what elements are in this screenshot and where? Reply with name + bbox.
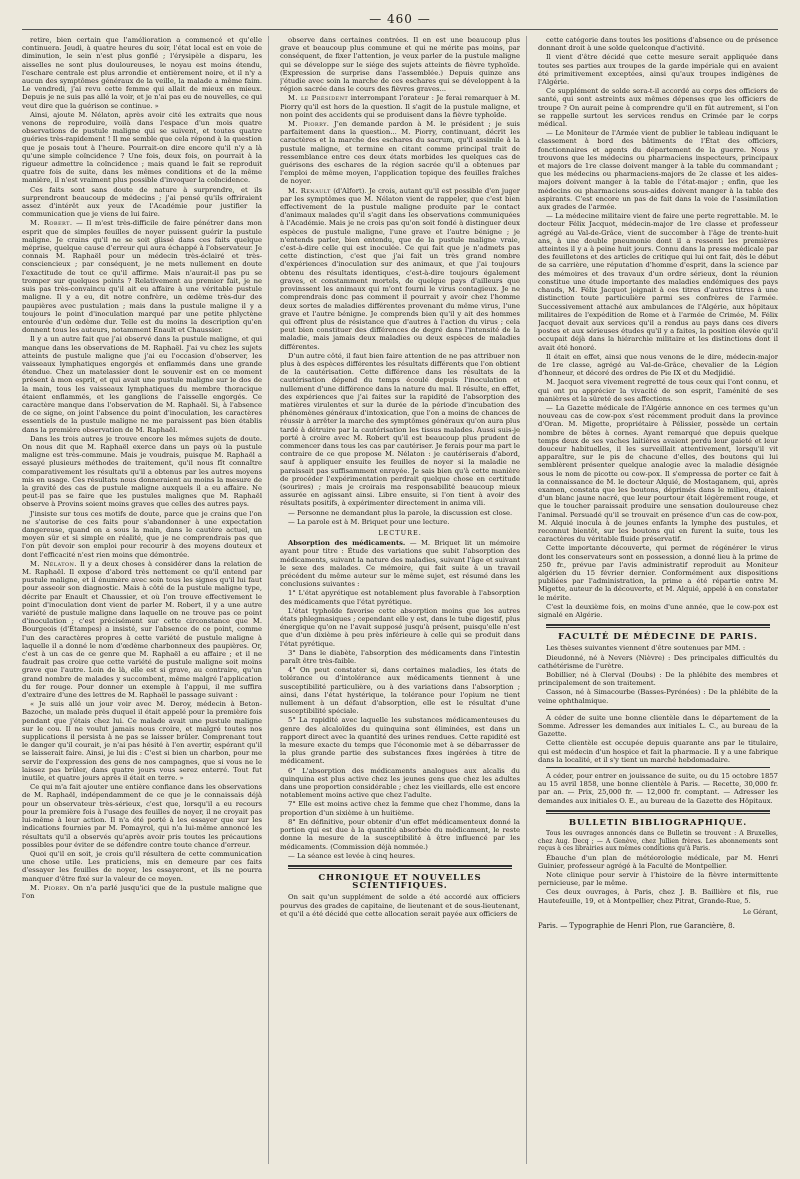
- paragraph: On sait qu'un supplément de solde a été accordé aux officiers pourvus des grades de capitaine, de lieutenant et de sous-lieutenant, et qu'il a été décidé que cette allocation serait payée aux officiers de: [280, 893, 520, 918]
- speaker: M. le Président: [288, 94, 349, 103]
- paragraph: — La parole est à M. Briquet pour une lecture.: [288, 517, 450, 526]
- paragraph: Il vient d'être décidé que cette mesure serait appliquée dans toutes ses parties aux troupes de la garde impériale qui en avaient été primitivement exceptées, ainsi qu'aux troupes indigènes de l'Algérie.: [538, 53, 778, 87]
- thesis-entry: Bobillier, né à Clerval (Doubs) : De la phlébite des membres et principalement de son traitement.: [538, 671, 778, 688]
- paragraph: Cette importante découverte, qui permet de régénérer le virus dont les conservateurs sont en possession, a donné lieu à la prime de 250 fr., prévue par l'avis administratif reproduit au Moniteur algérien du 15 février dernier. Conformément aux dispositions publiées par l'administration, la prime a été répartie entre M. Migette, auteur de la découverte, et M. Alquié, appelé à en constater le mérite.: [538, 544, 778, 602]
- bulletin-entry: Ces deux ouvrages, à Paris, chez J. B. Baillière et fils, rue Hautefeuille, 19, et à Montpellier, chez Pitrat, Grande-Rue, 5.: [538, 888, 778, 905]
- divider: [288, 865, 512, 867]
- paragraph: — Le Moniteur de l'Armée vient de publier le tableau indiquant le classement à bord des bâtiments de l'État des officiers, fonctionnaires et agents du département de la guerre. Nous y trouvons que les médecins ou pharmaciens inspecteurs, principaux et majors de 1re classe doivent manger à la table du commandant ; que les médecins ou pharmaciens-majors de 2e classe et les aides-majors doivent manger à la table de l'état-major ; enfin, que les médecins ou pharmaciens sous-aides doivent manger à la table des aspirants. C'est encore un pas de fait dans la voie de l'assimilation aux grades de l'armée.: [538, 129, 778, 212]
- paragraph: cette catégorie dans toutes les positions d'absence ou de présence donnant droit à une solde quelconque d'activité.: [538, 36, 778, 53]
- announcement: A céder, pour entrer en jouissance de suite, ou du 15 octobre 1857 au 15 avril 1858, une bonne clientèle à Paris. — Recette, 30,000 fr. par an. — Prix, 25,000 fr. — 12,000 fr. comptant. — Adresser les demandes aux initiales O. E., au bureau de la Gazette des Hôpitaux.: [538, 772, 778, 805]
- columns: [22, 36, 778, 1164]
- paragraph: Ainsi, ajoute M. Nélaton, après avoir cité les extraits que nous venons de reproduire, voilà dans l'espace d'un mois quatre observations de pustule maligne qui se suivent, et toutes quatre guéries très-rapidement ! Il me semble que cela répond à la question que je posais tout à l'heure. Pourrait-on dire encore qu'il n'y a là qu'une simple coïncidence ? Une fois, deux fois, on pourrait à la rigueur admettre la coïncidence ; mais quand le fait se reproduit quatre fois de suite, dans les mêmes conditions et de la même manière, il n'est vraiment plus possible d'invoquer la coïncidence.: [22, 110, 262, 185]
- speech-text: — Il m'est très-difficile de faire pénétrer dans mon esprit que de simples feuilles de noyer puissent guérir la pustule maligne. Je crains qu'il ne se soit glissé dans ces faits quelque méprise, quelque cause d'erreur qui aura échappé à l'observateur. Je connais M. Raphaël pour un médecin très-éclairé et très-consciencieux ; par conséquent, je ne mets nullement en doute l'exactitude de tout ce qu'il affirme. Mais n'aurait-il pas pu se tromper sur quelques points ? Relativement au premier fait, je ne suis pas très-convaincu qu'il ait eu affaire à une véritable pustule maligne. Il y a eu, dit notre confrère, un œdème très-dur des paupières avec pustulation ; mais dans la pustule maligne il y a toujours le point d'inoculation marqué par une petite phlyctène entourée d'un œdème dur. Telle est du moins la description qu'en donnent tous les auteurs, notamment Enault et Chaussier.: [22, 219, 262, 335]
- paragraph: — La séance est levée à cinq heures.: [288, 851, 416, 860]
- paragraph: Il était en effet, ainsi que nous venons de le dire, médecin-major de 1re classe, agrégé au Val-de-Grâce, chevalier de la Légion d'honneur, et décoré des ordres de Pie IX et du Medjidié.: [538, 352, 778, 378]
- thesis-entry: Dieudonné, né à Nevers (Nièvre) : Des principales difficultés du cathétérisme de l'urètre.: [538, 653, 778, 670]
- column-2: [280, 36, 527, 1164]
- announcement: A céder de suite une bonne clientèle dans le département de la Somme. Adresser les demandes aux initiales L. C., au bureau de la Gazette.: [538, 713, 778, 739]
- paragraph: D'un autre côté, il faut bien faire attention de ne pas attribuer non plus à des espèces différentes les résultats différents que l'on obtient de la cautérisation. Cette différence dans les résultats de la cautérisation dépend du temps écoulé depuis l'inoculation et nullement d'une différence dans la nature du mal. Il résulte, en effet, des expériences que j'ai faites sur la rapidité de l'absorption des matières virulentes et sur la durée de la période d'incubation des phénomènes généraux d'intoxication, que l'on a moins de chances de réussir à arrêter la marche des symptômes généraux qu'on aura plus tardé à détruire par la cautérisation les tissus malades. Aussi suis-je porté à croire avec M. Robert qu'il est beaucoup plus prudent de commencer dans tous les cas par cautériser. Je ferais pour ma part le contraire de ce que propose M. Nélaton : je cautériserais d'abord, sauf à appliquer ensuite les feuilles de noyer si la maladie ne paraissait pas suffisamment enrayée. Je sais bien qu'à cette manière de procéder l'expérimentation perdrait quelque chose en certitude (sourires) ; mais je croirais ma responsabilité beaucoup mieux assurée en agissant ainsi. Libre ensuite, si l'on tient à avoir des résultats positifs, à expérimenter directement in anima vili.: [280, 351, 520, 508]
- section-heading-lecture: LECTURE.: [378, 528, 422, 537]
- speech-text: interrompant l'orateur : Je ferai remarquer à M. Piorry qu'il est hors de la question. Il s'agit de la pustule maligne, et non point des accidents qui se produisent dans la fièvre typhoïde.: [280, 94, 520, 119]
- paragraph: [280, 120, 520, 186]
- paragraph: retire, bien certain que l'amélioration a commencé et qu'elle continuera. Jeudi, à quatre heures du soir, l'état local est en voie de diminution, le sein n'est plus gonflé ; l'érysipèle a disparu, les aisselles ne sont plus douloureuses, le noyau est moins étendu, l'eschare centrale est plus arrondie et entièrement noire, et il n'y a aucun des symptômes généraux de la veille, la malade a même faim. Le vendredi, j'ai revu cette femme qui allait de mieux en mieux. Depuis je ne suis pas allé la voir, et je n'ai pas eu de nouvelles, ce qui veut dire que la guérison se continue. »: [22, 36, 262, 110]
- paragraph: Ce supplément de solde sera-t-il accordé au corps des officiers de santé, qui sont astreints aux mêmes dépenses que les officiers de troupe ? On aurait peine à comprendre qu'il en fût autrement, si l'on se rappelle surtout les services rendus en Crimée par le corps médical.: [538, 87, 778, 129]
- conclusion: 3° Dans le diabète, l'absorption des médicaments dans l'intestin paraît être très-faible.: [280, 648, 520, 666]
- paragraph: Dans les trois autres je trouve encore les mêmes sujets de doute. On nous dit que M. Raphaël exerce dans un pays où la pustule maligne est très-commune. Mais je voudrais, puisque M. Raphaël a essayé plusieurs méthodes de traitement, qu'il nous fît connaître comparativement les résultats qu'il a obtenus par les autres moyens mis en usage. Ces résultats nous donneraient au moins la mesure de la gravité des cas de pustule maligne auxquels il a eu affaire. Ne peut-il pas se faire que les pustules malignes que M. Raphaël observe à Provins soient moins graves que celles des autres pays.: [22, 434, 262, 509]
- divider: [546, 810, 770, 812]
- paragraph: C'est la deuxième fois, en moins d'une année, que le cow-pox est signalé en Algérie.: [538, 602, 778, 620]
- bulletin-entry: Ébauche d'un plan de météorologie médicale, par M. Henri Guinier, professeur agrégé à la Faculté de Montpellier.: [538, 853, 778, 870]
- paragraph: Quoi qu'il en soit, je crois qu'il résultera de cette communication une chose utile. Les praticiens, mis en demeure par ces faits d'essayer les feuilles de noyer, les essayeront, et ils ne pourra manquer d'être fixé sur la valeur de ce moyen.: [22, 849, 262, 883]
- paragraph: [280, 94, 520, 119]
- paragraph: M. Jacquot sera vivement regretté de tous ceux qui l'ont connu, et qui ont pu apprécier la vivacité de son esprit, l'aménité de ses manières et la sûreté de ses affections.: [538, 378, 778, 403]
- conclusion: L'état typhoïde favorise cette absorption moins que les autres états phlegmasiques ; cependant elle y est, dans le tube digestif, plus énergique qu'on ne l'avait supposé jusqu'à présent, puisqu'elle n'est que d'un dixième à peu près inférieure à celle qui se produit dans l'état pyrétique.: [280, 606, 520, 648]
- paragraph: Ce qui m'a fait ajouter une entière confiance dans les observations de M. Raphaël, indépendamment de ce que je le connaissais déjà pour un observateur très-sérieux, c'est que, lorsqu'il a eu recours pour la première fois à l'usage des feuilles de noyer, il ne croyait pas lui-même à leur action. Il n'a été porté à les essayer que sur les indications fournies par M. Pomayrol, qui n'a lui-même annoncé les résultats qu'il a observés qu'après avoir pris toutes les précautions possibles pour éviter de se défendre contre toute chance d'erreur.: [22, 783, 262, 849]
- conclusion: 4° On peut constater si, dans certaines maladies, les états de tolérance ou d'intolérance aux médicaments tiennent à une susceptibilité particulière, ou à des variations dans l'absorption ; ainsi, dans l'état hystérique, la tolérance pour l'opium ne tient nullement à un défaut d'absorption, elle est le résultat d'une susceptibilité spéciale.: [280, 666, 520, 716]
- paragraph: [22, 884, 262, 900]
- paragraph: [280, 187, 520, 351]
- conclusion: 5° La rapidité avec laquelle les substances médicamenteuses du genre des alcaloïdes du quinquina sont éliminées, est dans un rapport direct avec la quantité des urines rendues. Cette rapidité est la mesure exacte du temps que l'économie met à se débarrasser de la plus grande partie des substances fixes ingérées à titre de médicament.: [280, 716, 520, 766]
- speaker: M. Renault: [288, 186, 331, 195]
- speech-text: On n'a parlé jusqu'ici que de la pustule maligne que l'on: [22, 883, 263, 900]
- conclusion: 1° L'état apyrétique est notablement plus favorable à l'absorption des médicaments que l'état pyrétique.: [280, 589, 520, 606]
- paragraph: Ces faits sont sans doute de nature à surprendre, et ils surprendront beaucoup de médecins ; j'ai pensé qu'ils offriraient assez d'intérêt aux yeux de l'Académie pour justifier la communication que je viens de lui faire.: [22, 185, 262, 219]
- divider: [546, 627, 770, 628]
- speaker: M. Nélaton.: [30, 559, 77, 568]
- paragraph: — La Gazette médicale de l'Algérie annonce en ces termes qu'un nouveau cas de cow-pox s'est récemment produit dans la province d'Oran. M. Migette, propriétaire à Pélissier, possède un certain nombre de bêtes à cornes. Ayant remarqué que depuis quelque temps deux de ses vaches laitières avaient perdu leur gaieté et leur douceur habituelles, il les surveillait attentivement, lorsqu'il vit apparaître, sur le pis de chacune d'elles, des boutons qui lui semblèrent présenter quelque analogie avec la maladie désignée sous le nom de picotte ou cow-pox. Il s'empressa de porter ce fait à la connaissance de M. le docteur Alquié, de Mostaganem, qui, après examen, constata que les boutons, déprimés dans le milieu, étaient d'un blanc jaune nacré, que leur pourtour était légèrement rouge, et que le toucher paraissait produire une sensation douloureuse chez l'animal. Persuadé qu'il se trouvait en présence d'un cas de cow-pox, M. Alquié inocula à de jeunes enfants la lymphe des pustules, et reconnut bientôt, sur les boutons qui en furent la suite, tous les caractères du véritable fluide préservatif.: [538, 403, 778, 544]
- divider: [546, 767, 770, 768]
- thesis-entry: Casson, né à Simacourbe (Basses-Pyrénées) : De la phlébite de la veine ophthalmique.: [538, 688, 778, 705]
- lead-in: Absorption des médicaments.: [288, 539, 406, 548]
- divider: [288, 868, 512, 869]
- divider: [546, 709, 770, 710]
- speaker: M. Piorry.: [288, 120, 330, 129]
- section-heading-bulletin: BULLETIN BIBLIOGRAPHIQUE.: [568, 817, 748, 828]
- paragraph: observe dans certaines contrées. Il en est une beaucoup plus grave et beaucoup plus commune et qui ne mérite pas moins, par conséquent, de fixer l'attention, je veux parler de la pustule maligne qui se développe sur le siége des sujets atteints de fièvre typhoïde. (Expression de surprise dans l'assemblée.) Depuis quinze ans j'étudie avec soin la marche de ces eschares qui se développent à la région sacrée dans le cours des fièvres graves...: [280, 36, 520, 94]
- divider: [546, 813, 770, 814]
- page-number: — 460 —: [22, 12, 778, 30]
- speech-text: Il y a deux choses à considérer dans la relation de M. Raphaël. Il expose d'abord très nettement ce qu'il entend par pustule maligne, et il énumère avec soin tous les signes qu'il lui faut pour asseoir son diagnostic. Mais à côté de la pustule maligne type, décrite par Enault et Chaussier, et où l'on trouve effectivement le point d'inoculation dont vient de parler M. Robert, il y a une autre variété de pustule maligne dans laquelle on ne trouve pas ce point d'inoculation ; c'est précisément sur cette circonstance que M. Bourgeois (d'Étampes) a insisté, sur l'absence de ce point, comme l'un des caractères propres à cette variété de pustule maligne à laquelle il a donné le nom d'œdème charbonneux des paupières. Or, c'est à un cas de ce genre que M. Raphaël a eu affaire ; et il ne faudrait pas croire que cette variété de pustule maligne soit moins grave que l'autre. Loin de là, elle est si grave, au contraire, qu'un grand nombre de malades y succombent, même malgré l'application du fer rouge. Pour donner un exemple à l'appui, il me suffira d'extraire d'une des lettres de M. Raphaël le passage suivant :: [22, 559, 263, 700]
- conclusion: 8° En définitive, pour obtenir d'un effet médicamenteux donné la portion qui est due à la quantité absorbée du médicament, le reste donne la mesure de la susceptibilité à être influencé par les médicaments. (Commission déjà nommée.): [280, 817, 520, 851]
- announcement: Cette clientèle est occupée depuis quarante ans par le titulaire, qui est médecin d'un hospice et fait la pharmacie. Il y a une fabrique dans la localité, et il s'y tient un marché hebdomadaire.: [538, 739, 778, 764]
- bulletin-note: Tous les ouvrages annoncés dans ce Bulletin se trouvent : A Bruxelles, chez Aug. Decq ; — A Genève, chez Jullien frères. Les abonnements sont reçus à ces librairies aux mêmes conditions qu'à Paris.: [538, 830, 778, 853]
- speech-text: J'en demande pardon à M. le président ; je suis parfaitement dans la question... M. Piorry, continuant, décrit les caractères et la marche des eschares du sacrum, qu'il assimile à la pustule maligne, et termine en citant comme principal trait de ressemblance entre ces deux états morbides les quelques cas de guérisons des eschares de la région sacrée qu'il a obtenues par l'emploi de même moyen, l'application topique des feuilles fraîches de noyer.: [280, 120, 520, 186]
- paragraph: [280, 539, 520, 588]
- column-3: [538, 36, 778, 1164]
- paragraph: [22, 219, 262, 334]
- paragraph: — Personne ne demandant plus la parole, la discussion est close.: [288, 508, 513, 517]
- paragraph: J'insiste sur tous ces motifs de doute, parce que je crains que l'on ne s'autorise de ces faits pour s'abandonner à une expectation dangereuse, quand on a sous la main, dans le cautère actuel, un moyen sûr et si simple en réalité, que je ne comprendrais pas que l'on pût devoir son emploi pour recourir à des moyens douteux et dont l'efficacité n'est rien moins que démontrée.: [22, 509, 262, 559]
- paragraph: « Je suis allé un jour voir avec M. Deroy, médecin à Beton-Bazoche, un malade près duquel il était appelé pour la première fois pendant que j'étais chez lui. Ce malade avait une pustule maligne sur le cou. Il ne voulut jamais nous croire, et malgré toutes nos supplications il persista à ne pas se laisser brûler. Comprenant tout le danger qu'il courait, je n'ai pas hésité à l'en avertir, espérant qu'il se laisserait faire. Ainsi, je lui dis : C'est si bien un charbon, pour me servir de l'expression des gens de nos campagnes, que si vous ne le laissez pas brûler, dans quatre jours vous serez enterré. Tout fut inutile, et quatre jours après il était en terre. »: [22, 700, 262, 783]
- paragraph: — La médecine militaire vient de faire une perte regrettable. M. le docteur Félix Jacquot, médecin-major de 1re classe et professeur agrégé au Val-de-Grâce, vient de succomber à l'âge de trente-huit ans, à une double pneumonie dont il a ressenti les premières atteintes il y a à peine huit jours. Connu dans la presse médicale par des feuilletons et des articles de critique qui lui ont fait, dès le début de sa carrière, une réputation d'homme d'esprit, dans la science par des mémoires et des travaux d'un ordre sérieux, dont la réunion constitue une étude importante des maladies endémiques des pays chauds, M. Félix Jacquot joignait à ces titres d'autres titres à une distinction toute particulière parmi ses confrères de l'armée. Successivement attaché aux ambulances de l'Algérie, aux hôpitaux militaires de l'expédition de Rome et à l'armée de Crimée, M. Félix Jacquot devait aux services qu'il a rendus au pays dans ces divers postes et aux sérieuses études qu'il y a faites, la position élevée qu'il occupait déjà dans la hiérarchie militaire et les distinctions dont il avait été honoré.: [538, 212, 778, 352]
- section-heading-faculte: FACULTÉ DE MÉDECINE DE PARIS.: [558, 632, 758, 643]
- conclusion: 7° Elle est moins active chez la femme que chez l'homme, dans la proportion d'un sixième à un huitième.: [280, 800, 520, 817]
- lecture-text: — M. Briquet lit un mémoire ayant pour titre : Étude des variations que subit l'absorption des médicaments, suivant la nature des maladies, suivant l'âge et suivant le sexe des malades. Ce mémoire, qui fait suite à un travail précédent du même auteur sur le même sujet, est résumé dans les conclusions suivantes :: [280, 539, 520, 589]
- column-1: [22, 36, 269, 1164]
- paragraph: [22, 560, 262, 699]
- paragraph: Il y a un autre fait que j'ai observé dans la pustule maligne, et qui manque dans les observations de M. Raphaël. J'ai vu chez les sujets atteints de pustule maligne que j'ai eu l'occasion d'observer, les vaisseaux lymphatiques engorgés et enflammés dans une grande étendue. Chez un matelassier dont le souvenir est en ce moment présent à mon esprit, et qui avait une pustule maligne sur le dos de la main, tous les vaisseaux lymphatiques du membre thoracique étaient enflammés, et les ganglions de l'aisselle engorgés. Ce caractère manque dans l'observation de M. Raphaël. Si, à l'absence de ce signe, on joint l'absence du point d'inoculation, les caractères essentiels de la pustule maligne ne me paraissent pas bien établis dans la première observation de M. Raphaël.: [22, 335, 262, 434]
- section-heading-chronique: CHRONIQUE ET NOUVELLES SCIENTIFIQUES.: [318, 872, 482, 892]
- speech-text: (d'Alfort). Je crois, autant qu'il est possible d'en juger par les symptômes que M. Nélaton vient de rappeler, que c'est bien effectivement de la pustule maligne produite par le contact d'animaux malades qu'il s'agit dans les observations communiquées à l'Académie. Mais je ne crois pas qu'on soit fondé à distinguer deux espèces de pustule maligne, l'une grave et l'autre bénigne ; je n'entends parler, bien entendu, que de la pustule maligne vraie, c'est-à-dire celle qui est inoculée. Ce qui fait que je n'admets pas cette distinction, c'est que j'ai fait un très grand nombre d'expériences d'inoculation sur des animaux, et que j'ai toujours obtenu des résultats identiques, c'est-à-dire toujours également graves, et constamment mortels, de quelque pays d'ailleurs que provinssent les animaux qui m'ont fourni le virus contagieux. Je ne comprendrais donc pas comment il pourrait y avoir chez l'homme deux sortes de maladies différentes provenant du même virus, l'une grave et l'autre bénigne. Je comprends bien qu'il y ait des hommes qui offrent plus de résistance que d'autres à l'action du virus ; cela peut bien constituer des différences de degré dans l'intensité de la maladie, mais jamais deux maladies ou deux espèces de maladies différentes.: [280, 186, 520, 351]
- speaker: M. Robert.: [30, 219, 73, 228]
- signature-label: Le Gérant,: [742, 907, 778, 916]
- printer-imprint: Paris. — Typographie de Henri Plon, rue Garancière, 8.: [538, 922, 735, 930]
- divider: [546, 624, 770, 626]
- paragraph: Les thèses suivantes viennent d'être soutenues par MM. :: [546, 644, 746, 653]
- bulletin-entry: Note clinique pour servir à l'histoire de la fièvre intermittente pernicieuse, par le même.: [538, 870, 778, 888]
- conclusion: 6° L'absorption des médicaments analogues aux alcalis du quinquina est plus active chez les jeunes gens que chez les adultes dans une proportion considérable ; chez les vieillards, elle est encore notablement moins active que chez l'adulte.: [280, 766, 520, 800]
- speaker: M. Piorry.: [30, 883, 70, 892]
